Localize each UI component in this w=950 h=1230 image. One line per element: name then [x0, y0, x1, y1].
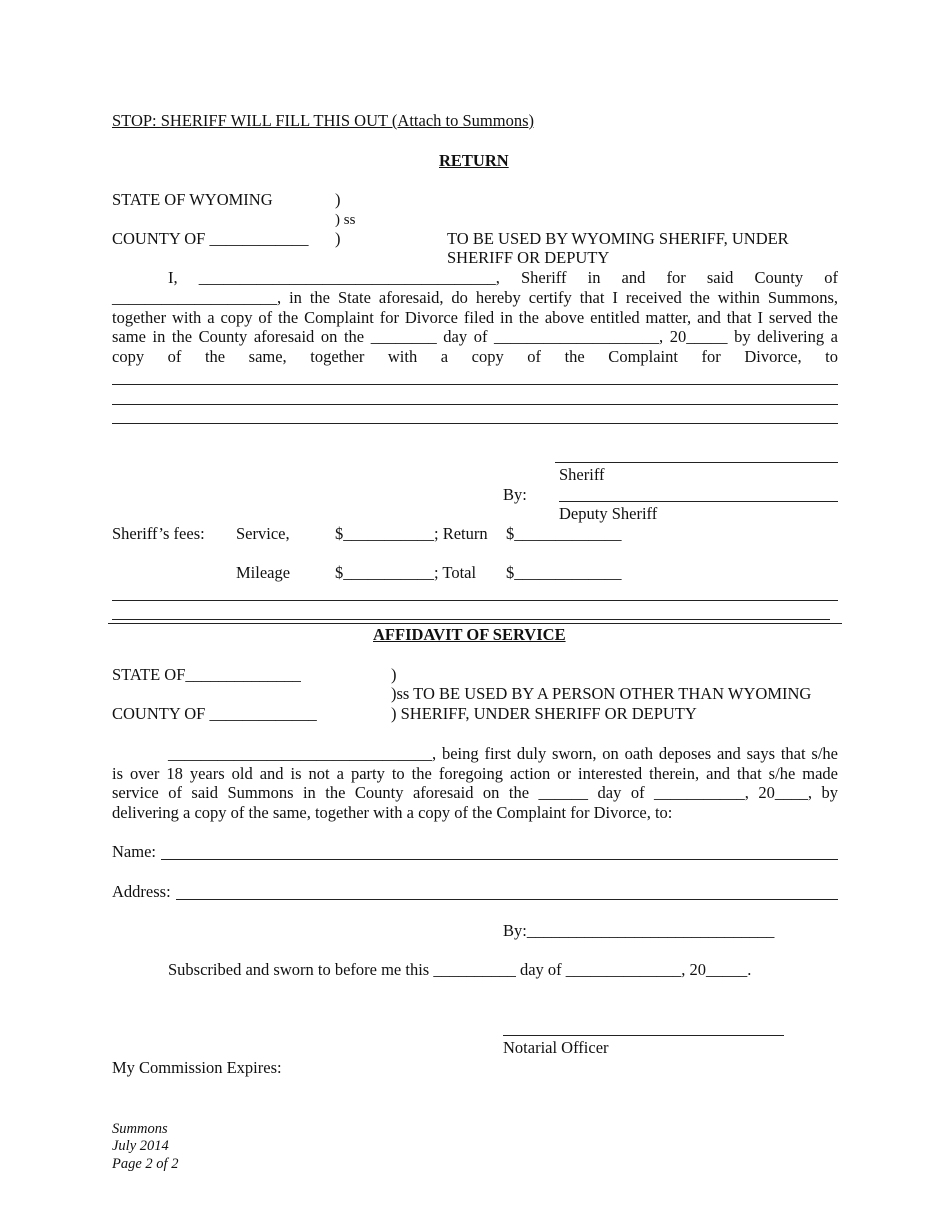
return-title: RETURN: [439, 151, 509, 170]
affidavit-paren-3-line: ) SHERIFF, UNDER SHERIFF OR DEPUTY: [391, 704, 697, 723]
return-body-line-3: together with a copy of the Complaint for Divorce filed in the above entitled matter, and that I served the: [112, 308, 838, 327]
section-divider-2: [112, 619, 830, 620]
sheriff-signature-line: [555, 462, 838, 463]
name-label: Name:: [112, 842, 156, 861]
notary-signature-line: [503, 1035, 784, 1036]
stop-notice: STOP: SHERIFF WILL FILL THIS OUT (Attach to Summons): [112, 111, 534, 130]
address-label: Address:: [112, 882, 171, 901]
mileage-label: Mileage: [236, 563, 291, 582]
return-paren-3: ): [335, 229, 341, 248]
by-label: By:: [503, 485, 527, 504]
affidavit-body-line-3: service of said Summons in the County aforesaid on the ______ day of ___________, 20____, by: [112, 783, 838, 802]
address-line: [176, 899, 838, 900]
return-state-label: STATE OF WYOMING: [112, 190, 273, 209]
return-county-label: COUNTY OF ____________: [112, 229, 309, 248]
subscribed-sworn-line: Subscribed and sworn to before me this __________ day of ______________, 20_____.: [168, 960, 752, 979]
return-use-note-2: SHERIFF OR DEPUTY: [447, 248, 610, 267]
footer-page-number: Page 2 of 2: [112, 1156, 179, 1172]
name-line: [161, 859, 838, 860]
footer-date: July 2014: [112, 1138, 169, 1154]
sheriffs-fees-label: Sheriff’s fees:: [112, 524, 205, 543]
affidavit-county-label: COUNTY OF _____________: [112, 704, 317, 723]
return-use-note-1: TO BE USED BY WYOMING SHERIFF, UNDER: [447, 229, 789, 248]
footer-form-name: Summons: [112, 1121, 168, 1137]
affidavit-body-line-1: ________________________________, being first duly sworn, on oath deposes and says that s/he: [168, 744, 838, 763]
return-body-line-5: copy of the same, together with a copy of the Complaint for Divorce, to: [112, 347, 838, 366]
mileage-amount: $___________; Total: [335, 563, 477, 582]
section-divider-3: [108, 623, 842, 624]
affidavit-by-line: By:______________________________: [503, 921, 775, 940]
section-divider-1: [112, 600, 838, 601]
return-paren-1: ): [335, 190, 341, 209]
commission-expires-label: My Commission Expires:: [112, 1058, 282, 1077]
affidavit-title: AFFIDAVIT OF SERVICE: [373, 625, 566, 644]
affidavit-body-line-2: is over 18 years old and is not a party to the foregoing action or interested therein, and that s/he made: [112, 764, 838, 783]
affidavit-state-label: STATE OF______________: [112, 665, 301, 684]
return-body-line-1: I, ____________________________________, Sheriff in and for said County of: [168, 268, 838, 287]
total-amount: $_____________: [506, 563, 622, 582]
affidavit-paren-1: ): [391, 665, 397, 684]
return-paren-ss: ) ss: [335, 212, 356, 228]
served-party-line-1: [112, 384, 838, 385]
return-body-line-2: ____________________, in the State aforesaid, do hereby certify that I received the within Summons,: [112, 288, 838, 307]
served-party-line-3: [112, 423, 838, 424]
served-party-line-2: [112, 404, 838, 405]
service-label: Service,: [236, 524, 290, 543]
notarial-officer-label: Notarial Officer: [503, 1038, 609, 1057]
affidavit-body-line-4: delivering a copy of the same, together with a copy of the Complaint for Divorce, to:: [112, 803, 673, 822]
return-amount: $_____________: [506, 524, 622, 543]
deputy-signature-line: [559, 501, 838, 502]
deputy-sheriff-label: Deputy Sheriff: [559, 504, 658, 523]
affidavit-ss-line: )ss TO BE USED BY A PERSON OTHER THAN WYOMING: [391, 684, 812, 703]
return-body-line-4: same in the County aforesaid on the ________ day of ____________________, 20_____ by delivering a: [112, 327, 838, 346]
service-amount: $___________; Return: [335, 524, 488, 543]
sheriff-label: Sheriff: [559, 465, 605, 484]
